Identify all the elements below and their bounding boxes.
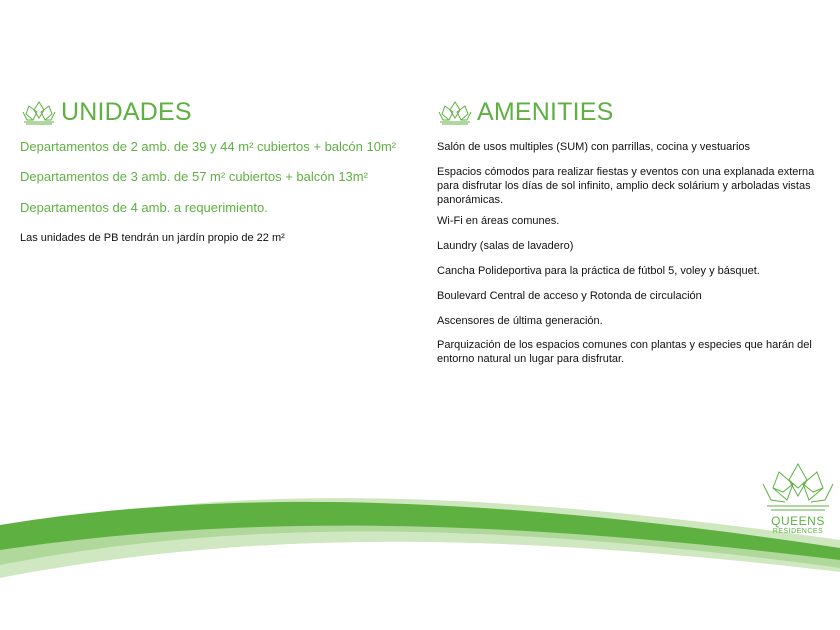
amenity-item: Boulevard Central de acceso y Rotonda de circulación	[437, 290, 702, 302]
amenity-item: Laundry (salas de lavadero)	[437, 240, 574, 252]
amenity-item: Wi-Fi en áreas comunes.	[437, 215, 560, 227]
unidades-title: UNIDADES	[61, 98, 192, 126]
crown-lotus-icon	[759, 462, 837, 514]
logo-name: QUEENS	[771, 514, 825, 528]
logo-subtitle: RESIDENCES	[772, 528, 824, 535]
amenity-item: Salón de usos multiples (SUM) con parrillas, cocina y vestuarios	[437, 141, 751, 153]
queens-residences-logo	[758, 462, 838, 535]
amenity-item: Cancha Polideportiva para la práctica de fútbol 5, voley y básquet.	[437, 265, 760, 277]
crown-lotus-icon	[437, 100, 473, 126]
green-wave-decoration	[0, 480, 840, 630]
amenity-item: Espacios cómodos para realizar fiestas y eventos con una explanada externa para disfrutar los días de sol infinito, amplio deck solárium y arboladas vistas panorámicas.	[437, 166, 815, 206]
amenity-item: Ascensores de última generación.	[437, 315, 603, 327]
unidades-line-3: Departamentos de 4 amb. a requerimiento.	[20, 200, 268, 215]
amenity-item: Parquización de los espacios comunes con plantas y especies que harán del entorno natural un lugar para disfrutar.	[437, 339, 812, 365]
amenities-heading	[437, 98, 614, 127]
amenities-title: AMENITIES	[477, 98, 614, 126]
crown-lotus-icon	[21, 100, 57, 126]
unidades-line-1: Departamentos de 2 amb. de 39 y 44 m² cubiertos + balcón 10m²	[20, 139, 397, 154]
unidades-line-2: Departamentos de 3 amb. de 57 m² cubiertos + balcón 13m²	[20, 169, 368, 184]
unidades-heading	[21, 98, 192, 127]
unidades-note: Las unidades de PB tendrán un jardín propio de 22 m²	[20, 232, 285, 244]
